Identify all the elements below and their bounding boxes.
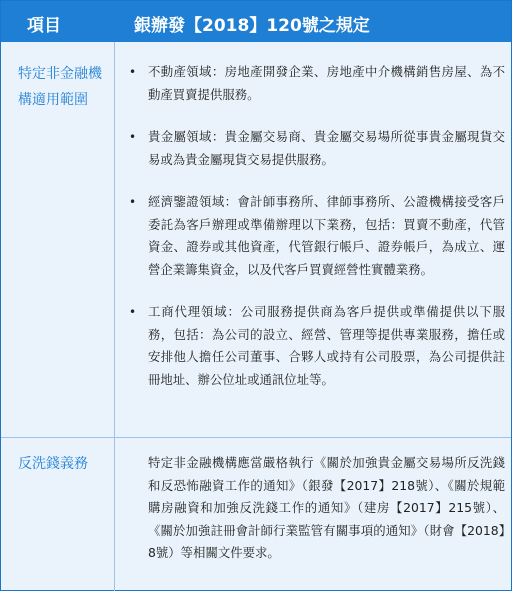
bullet-icon: • — [129, 195, 137, 209]
bullet-icon: • — [129, 65, 137, 79]
aml-obligation-text: 特定非金融機構應當嚴格執行《關於加強貴金屬交易場所反洗錢和反恐怖融資工作的通知》（銀發【2017】218號）、《關於規範購房融資和加強反洗錢工作的通知》（建房【2017】215號）、《關於加強註冊會計師行業監管有關事項的通知》（財會【2018】8號）等相關文件要求。 — [148, 455, 505, 560]
list-item — [129, 191, 505, 281]
scope-list — [129, 61, 505, 411]
list-item — [129, 301, 505, 391]
list-item-text: 工商代理領域：公司服務提供商為客戶提供或準備提供以下服務，包括：為公司的設立、經營、管理等提供專業服務，擔任或安排他人擔任公司董事、合夥人或持有公司股票，為公司提供註冊地址、辦公位址或通訊位址等。 — [148, 304, 505, 387]
table-header — [1, 1, 511, 42]
column-divider — [114, 42, 115, 591]
list-item — [129, 61, 505, 106]
list-item-text: 不動產領域：房地產開發企業、房地產中介機構銷售房屋、為不動產買賣提供服務。 — [148, 64, 505, 102]
list-item-text: 經濟鑒證領域：會計師事務所、律師事務所、公證機構接受客戶委託為客戶辦理或準備辦理以下業務，包括：買賣不動產，代管資金、證券或其他資產，代管銀行帳戶、證券帳戶，為成立、運營企業籌集資金，以及代客戶買賣經營性實體業務。 — [148, 194, 505, 277]
row-label-aml: 反洗錢義務 — [18, 456, 88, 472]
bullet-icon: • — [129, 130, 137, 144]
list-item — [129, 126, 505, 171]
row-label-scope: 特定非金融機構適用範圍 — [18, 66, 102, 108]
list-item-text: 貴金屬領域：貴金屬交易商、貴金屬交易場所從事貴金屬現貨交易或為貴金屬現貨交易提供服務。 — [148, 129, 505, 167]
bullet-icon: • — [129, 305, 137, 319]
header-regulation-column: 銀辦發【2018】120號之規定 — [134, 16, 370, 36]
row-divider — [1, 437, 511, 438]
header-item-column: 項目 — [27, 16, 61, 36]
